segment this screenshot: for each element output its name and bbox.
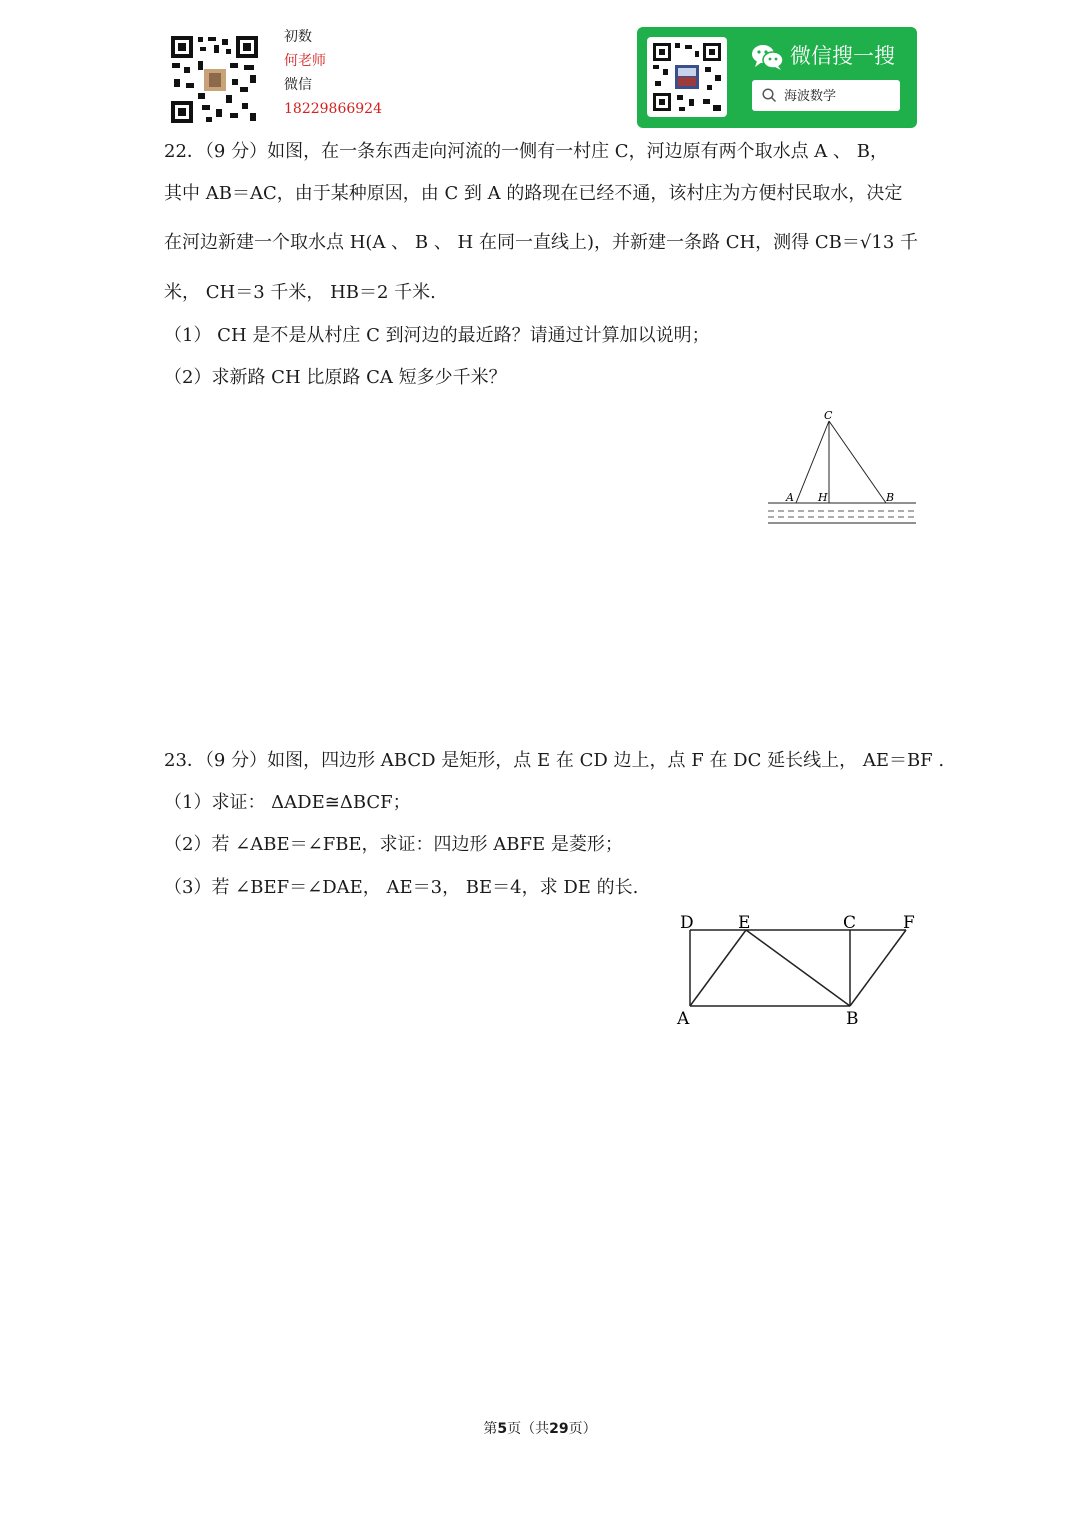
wechat-search-title: 微信搜一搜 xyxy=(790,44,895,68)
contact-line-1: 初数 xyxy=(284,29,312,45)
footer-page-number: 5 xyxy=(497,1421,508,1437)
contact-info xyxy=(284,25,382,121)
wechat-search-card xyxy=(637,27,917,128)
q23-line-1: 23．（9 分）如图，四边形 ABCD 是矩形，点 E 在 CD 边上，点 F 在 DC 延长线上， AE＝BF . xyxy=(164,750,945,771)
q23-subquestion-3: （3）若 ∠BEF＝∠DAE， AE＝3， BE＝4，求 DE 的长. xyxy=(164,877,639,898)
q23-subquestion-1: （1）求证： ΔADE≅ΔBCF； xyxy=(164,792,411,813)
contact-qr-code xyxy=(168,33,261,126)
q22-segment-cb xyxy=(829,421,886,503)
q22-figure xyxy=(760,405,920,530)
q22-label-b: B xyxy=(886,491,895,504)
q22-label-h: H xyxy=(818,491,828,504)
q23-segment-eb xyxy=(746,930,850,1006)
q22-line-3: 在河边新建一个取水点 H(A 、 B 、 H 在同一直线上)，并新建一条路 CH，测得 CB＝√13 千 xyxy=(164,232,919,253)
wechat-search-text: 海波数学 xyxy=(784,89,837,104)
q23-label-f: F xyxy=(903,913,915,933)
q22-line-1: 22．（9 分）如图，在一条东西走向河流的一侧有一村庄 C，河边原有两个取水点 A 、 B， xyxy=(164,141,888,162)
q23-label-e: E xyxy=(738,913,751,933)
q22-label-c: C xyxy=(824,409,833,422)
q22-subquestion-1: （1） CH 是不是从村庄 C 到河边的最近路？请通过计算加以说明； xyxy=(164,325,710,346)
footer-prefix: 第 xyxy=(483,1421,498,1437)
q23-figure xyxy=(670,905,930,1035)
wechat-logo-icon xyxy=(751,43,785,75)
contact-teacher-name: 何老师 xyxy=(284,53,326,69)
q23-segment-ae xyxy=(690,930,746,1006)
q22-line-2: 其中 AB＝AC，由于某种原因，由 C 到 A 的路现在已经不通，该村庄为方便村民取水，决定 xyxy=(164,183,903,204)
wechat-search-box[interactable] xyxy=(752,80,900,111)
wechat-qr-code xyxy=(647,37,727,117)
footer-suffix: 页） xyxy=(568,1421,597,1437)
footer-total-pages: 29 xyxy=(549,1421,569,1437)
q23-label-c: C xyxy=(843,913,857,933)
q23-subquestion-2: （2）若 ∠ABE＝∠FBE，求证：四边形 ABFE 是菱形； xyxy=(164,834,623,855)
q22-subquestion-2: （2）求新路 CH 比原路 CA 短多少千米？ xyxy=(164,367,507,388)
footer-middle: 页（共 xyxy=(507,1421,550,1437)
q23-label-a: A xyxy=(677,1009,690,1029)
contact-line-3: 微信 xyxy=(284,77,312,93)
q23-label-b: B xyxy=(846,1009,859,1029)
q23-label-d: D xyxy=(680,913,694,933)
q23-segment-bf xyxy=(850,930,906,1006)
page-footer xyxy=(0,1418,1080,1438)
search-icon xyxy=(762,88,777,103)
contact-phone: 18229866924 xyxy=(284,101,382,117)
q22-line-4: 米， CH＝3 千米， HB＝2 千米. xyxy=(164,282,436,303)
q22-label-a: A xyxy=(786,491,794,504)
